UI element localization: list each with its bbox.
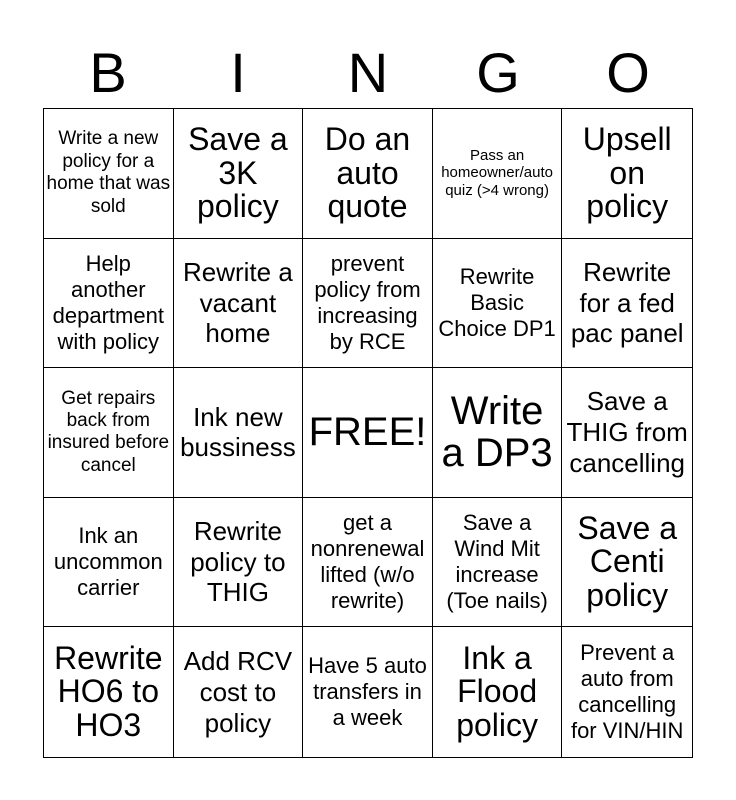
bingo-cell[interactable]: Save a 3K policy [174, 109, 304, 239]
bingo-cell[interactable]: Have 5 auto transfers in a week [303, 627, 433, 757]
bingo-cell[interactable]: Get repairs back from insured before cancel [44, 368, 174, 498]
bingo-cell[interactable]: get a nonrenewal lifted (w/o rewrite) [303, 498, 433, 628]
bingo-cell[interactable]: Rewrite a vacant home [174, 239, 304, 369]
bingo-cell[interactable]: Do an auto quote [303, 109, 433, 239]
bingo-cell[interactable]: Rewrite policy to THIG [174, 498, 304, 628]
bingo-board [43, 108, 693, 758]
header-letter-b: B [89, 41, 127, 104]
bingo-cell[interactable]: Write a new policy for a home that was sold [44, 109, 174, 239]
bingo-cell[interactable]: Write a DP3 [433, 368, 563, 498]
header-letter-n: N [347, 41, 389, 104]
bingo-cell[interactable]: Prevent a auto from cancelling for VIN/HIN [570, 640, 684, 744]
header-letter-i: I [230, 41, 246, 104]
bingo-cell[interactable]: Save a THIG from cancelling [562, 368, 692, 498]
bingo-cell[interactable]: prevent policy from increasing by RCE [303, 239, 433, 369]
header-letter-o: O [606, 41, 650, 104]
free-space[interactable]: FREE! [303, 368, 433, 498]
bingo-cell[interactable]: Save a Wind Mit increase (Toe nails) [433, 498, 563, 628]
header-letter-g: G [476, 41, 520, 104]
bingo-cell[interactable]: Rewrite for a fed pac panel [562, 239, 692, 369]
bingo-cell[interactable]: Rewrite HO6 to HO3 [44, 627, 174, 757]
bingo-cell[interactable]: Ink a Flood policy [433, 627, 563, 757]
bingo-cell[interactable]: Pass an homeowner/auto quiz (>4 wrong) [433, 109, 563, 239]
bingo-cell[interactable]: Save a Centi policy [562, 498, 692, 628]
bingo-cell[interactable]: Ink an uncommon carrier [44, 498, 174, 628]
bingo-cell[interactable]: Help another department with policy [44, 239, 174, 369]
bingo-cell[interactable]: Ink new bussiness [174, 368, 304, 498]
bingo-header [43, 40, 693, 106]
bingo-cell[interactable]: Rewrite Basic Choice DP1 [433, 239, 563, 369]
bingo-cell[interactable]: Add RCV cost to policy [174, 627, 304, 757]
bingo-cell[interactable]: Upsell on policy [562, 109, 692, 239]
